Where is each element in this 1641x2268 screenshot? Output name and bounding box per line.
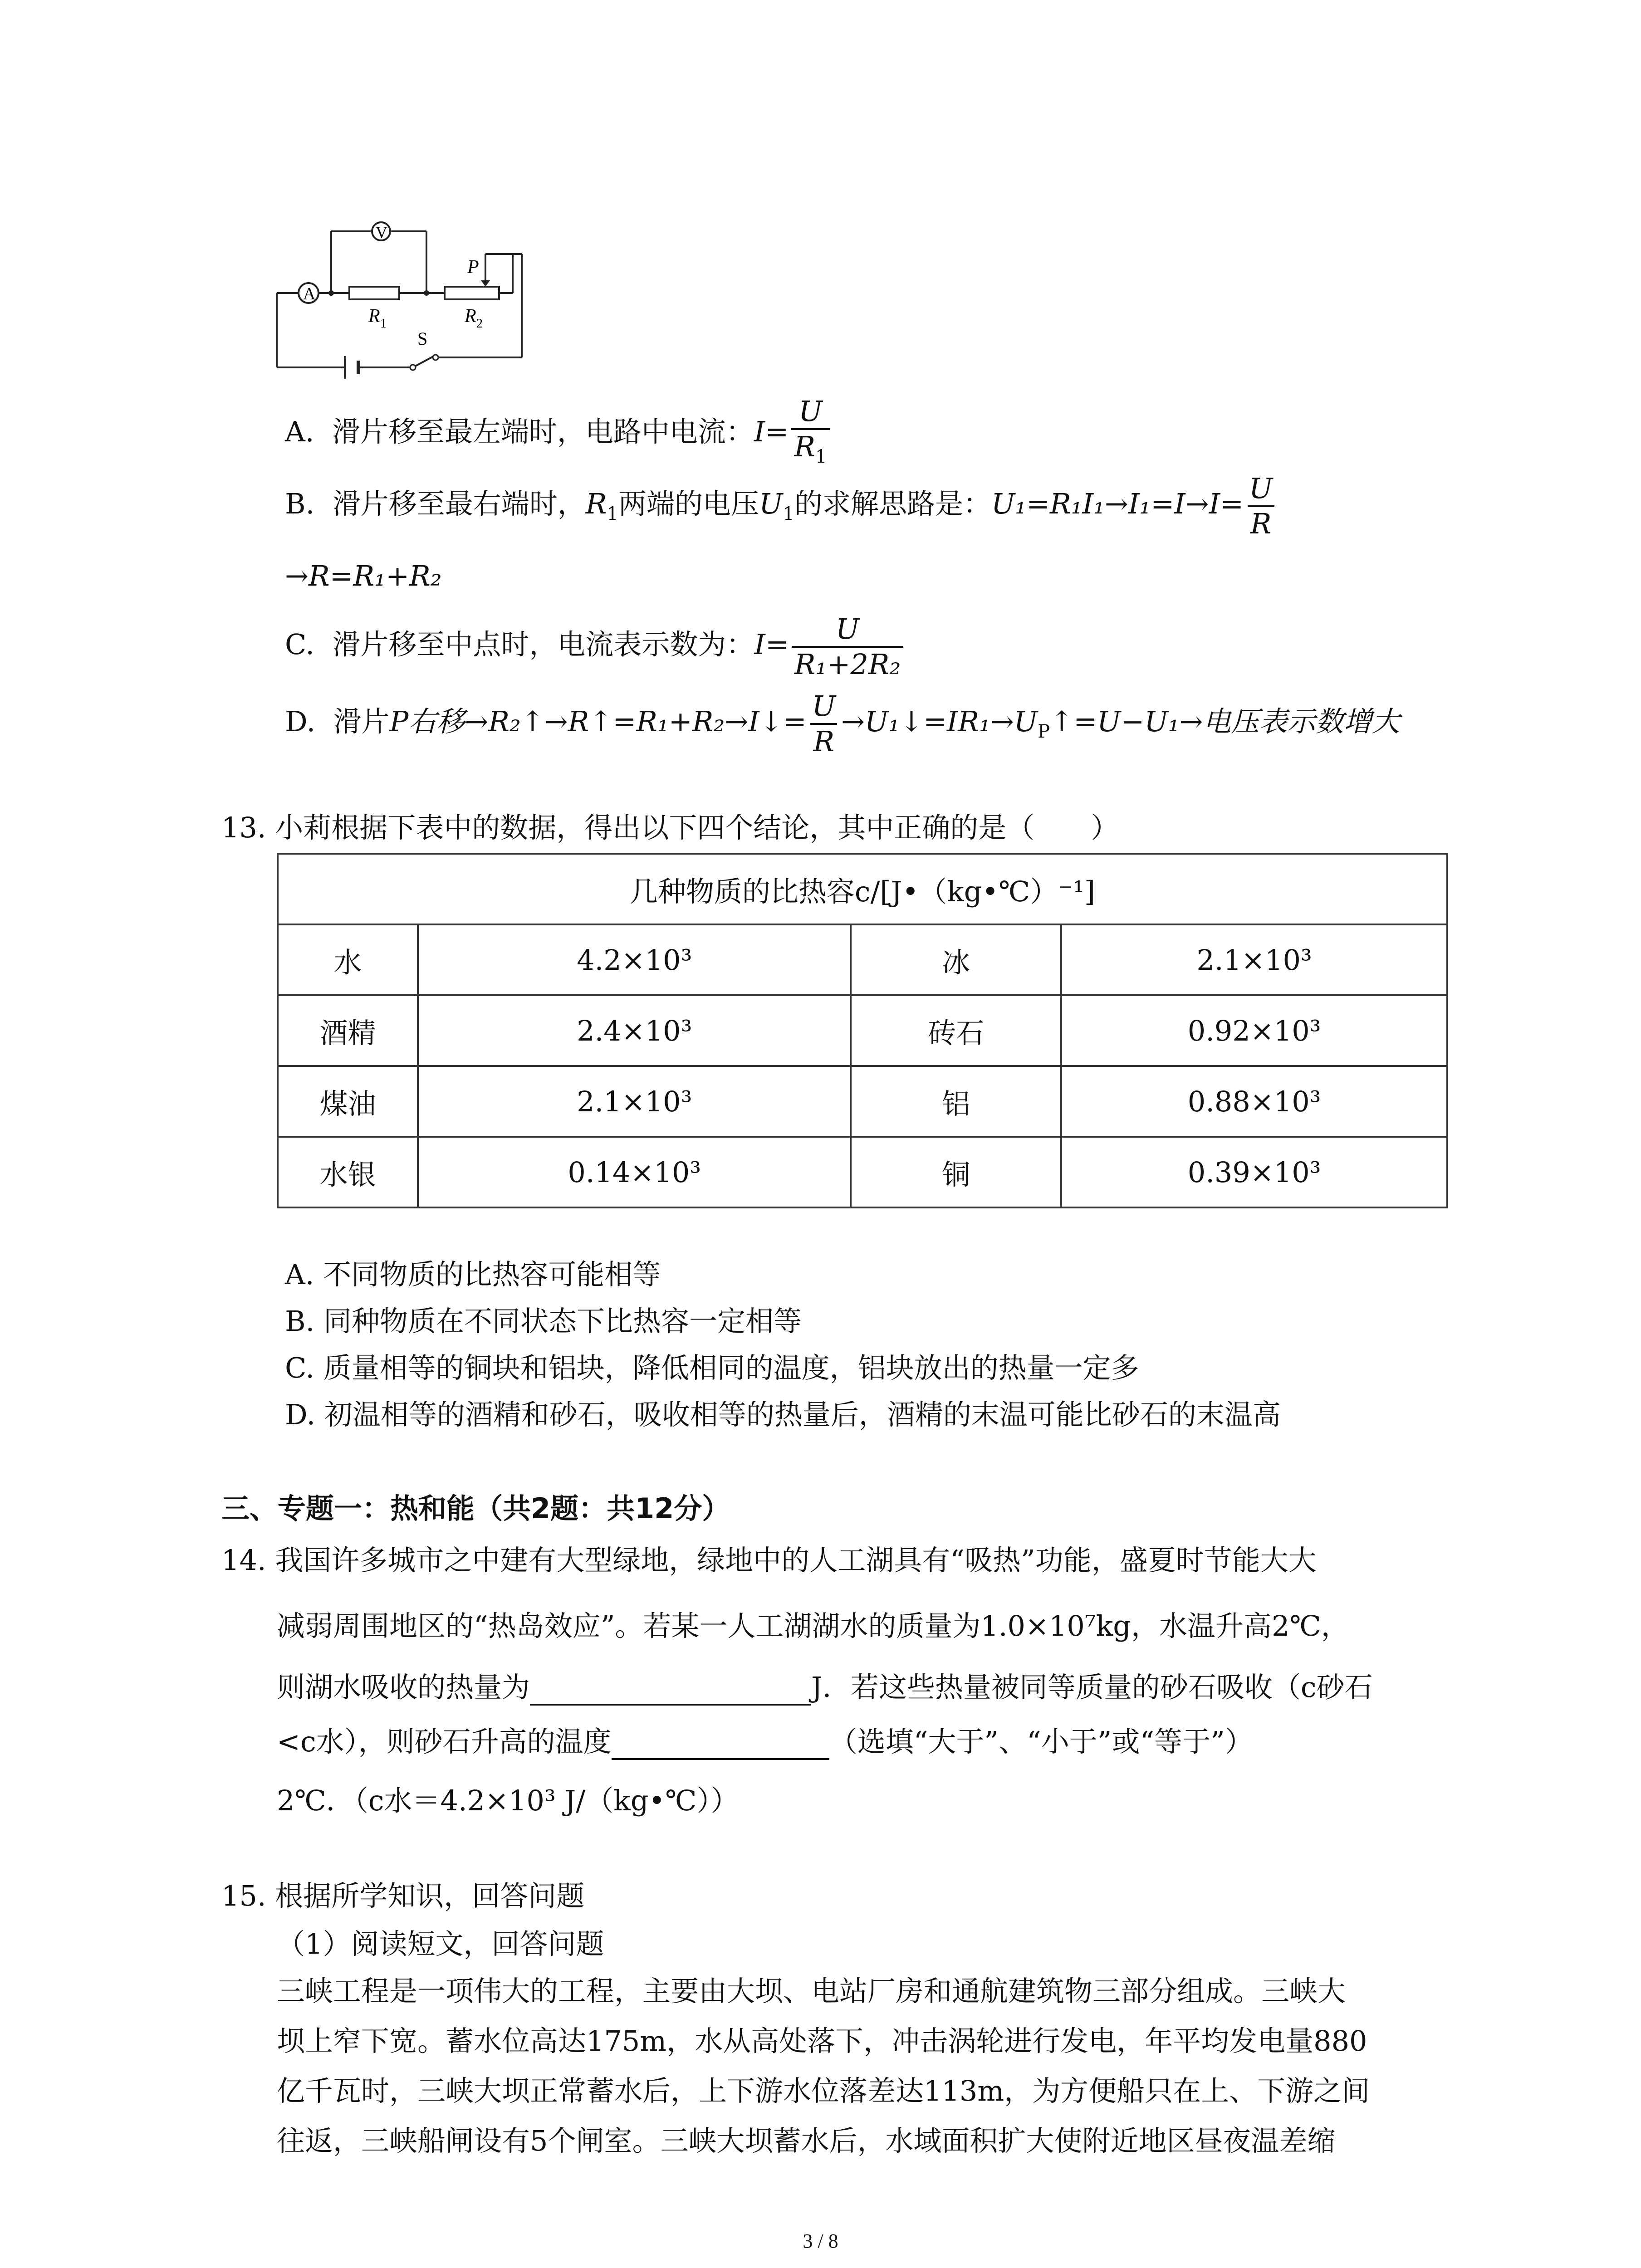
- q12-option-c: C. 滑片移至中点时，电流表示数为：I= $\frac{U}{\text{R₁+2R₂}}$: [285, 612, 906, 681]
- ammeter-label: A: [303, 284, 316, 303]
- q15-paragraph-line: 三峡工程是一项伟大的工程，主要由大坝、电站厂房和通航建筑物三部分组成。三峡大: [277, 1975, 1346, 2008]
- circuit-diagram: [268, 213, 531, 381]
- q14-line1: 14. 我国许多城市之中建有大型绿地，绿地中的人工湖具有“吸热”功能，盛夏时节能大大: [221, 1544, 1317, 1577]
- q13-stem: 13. 小莉根据下表中的数据，得出以下四个结论，其中正确的是（ ）: [221, 811, 1119, 844]
- answer-blank-temperature[interactable]: [612, 1726, 829, 1760]
- table-row: 煤油 2.1×10³ 铝 0.88×10³: [278, 1066, 1447, 1137]
- q12-option-d: D. 滑片P右移→R₂↑→R↑=R₁+R₂→I↓= $\frac{U}{R}$ $\to U_1↓=IR_1\to U_P↑=U-U_1\to$电压表示数增大: [285, 689, 1400, 758]
- q14-line4: <c水），则砂石升高的温度 （选填“大于”、“小于”或“等于”）: [277, 1724, 1253, 1760]
- section-title: 三、专题一：热和能（共2题：共12分）: [221, 1492, 730, 1525]
- q12-option-b-line2: →R=R₁+R₂: [285, 559, 442, 592]
- q14-line2: 减弱周围地区的“热岛效应”。若某一人工湖湖水的质量为1.0×10⁷kg，水温升高2℃，: [277, 1609, 1349, 1642]
- voltmeter-label: V: [376, 223, 387, 241]
- table-row: 水 4.2×10³ 冰 2.1×10³: [278, 924, 1447, 995]
- table-title: 几种物质的比热容c/[J•（kg•℃）⁻¹]: [278, 854, 1447, 924]
- switch-label: S: [417, 328, 428, 349]
- slider-label: P: [467, 257, 479, 278]
- q15-stem: 15. 根据所学知识，回答问题: [221, 1879, 585, 1912]
- answer-blank-heat[interactable]: [530, 1672, 811, 1706]
- r2-label: R: [465, 306, 476, 327]
- q13-option-a: A. 不同物质的比热容可能相等: [285, 1258, 661, 1291]
- q13-option-c: C. 质量相等的铜块和铝块，降低相同的温度，铝块放出的热量一定多: [285, 1351, 1139, 1384]
- q13-option-b: B. 同种物质在不同状态下比热容一定相等: [285, 1305, 802, 1338]
- table-row: 酒精 2.4×10³ 砖石 0.92×10³: [278, 995, 1447, 1066]
- q14-line3: 则湖水吸收的热量为 J．若这些热量被同等质量的砂石吸收（c砂石: [277, 1669, 1373, 1706]
- q15-paragraph-line: 往返，三峡船闸设有5个闸室。三峡大坝蓄水后，水域面积扩大使附近地区昼夜温差缩: [277, 2124, 1336, 2157]
- r2-sub: 2: [476, 317, 483, 331]
- table-row: 水银 0.14×10³ 铜 0.39×10³: [278, 1137, 1447, 1207]
- q15-subquestion-1: （1）阅读短文，回答问题: [277, 1927, 604, 1960]
- q12-option-a: A. 滑片移至最左端时，电路中电流：I= $\frac{U}{R_1}$: [285, 395, 833, 474]
- q15-paragraph-line: 坝上窄下宽。蓄水位高达175m，水从高处落下，冲击涡轮进行发电，年平均发电量880: [277, 2024, 1367, 2058]
- r1-sub: 1: [380, 317, 387, 331]
- q15-paragraph-line: 亿千瓦时，三峡大坝正常蓄水后，上下游水位落差达113m，为方便船只在上、下游之间: [277, 2074, 1370, 2107]
- page-number: 3 / 8: [803, 2230, 838, 2252]
- r1-label: R: [368, 306, 380, 327]
- specific-heat-table: [277, 853, 1448, 1208]
- q13-option-d: D. 初温相等的酒精和砂石，吸收相等的热量后，酒精的末温可能比砂石的末温高: [285, 1398, 1281, 1431]
- q12-option-b: B. 滑片移至最右端时，$R_1$两端的电压$U_1$的求解思路是：U₁=R₁I₁→I₁=I→I= $\frac{U}{R}$: [285, 472, 1278, 541]
- q14-line5: 2℃．（c水＝4.2×10³ J/（kg•℃））: [277, 1784, 739, 1817]
